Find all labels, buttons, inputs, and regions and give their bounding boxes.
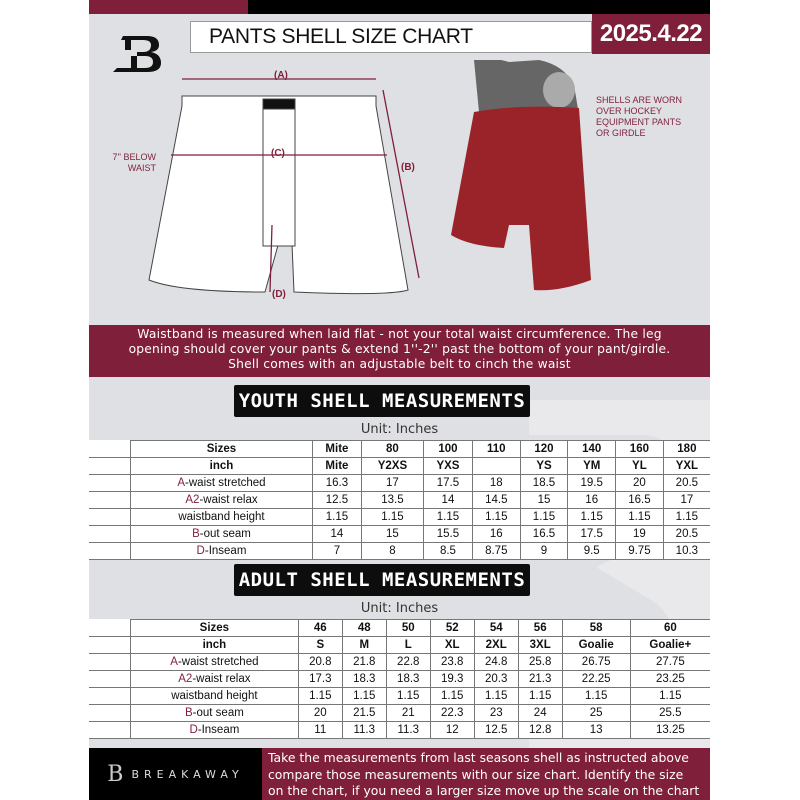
- measurement-code: D: [196, 545, 205, 557]
- table-row: [89, 492, 710, 509]
- table-cell: 20.5: [663, 526, 710, 543]
- table-cell: 140: [568, 441, 616, 458]
- label-c: (C): [271, 148, 285, 159]
- table-cell: 1.15: [361, 509, 423, 526]
- table-cell: 1.15: [386, 688, 430, 705]
- table-cell: 21.3: [518, 671, 562, 688]
- table-cell: 18.3: [342, 671, 386, 688]
- row-label: [131, 688, 299, 705]
- adult-size-table: [89, 619, 710, 739]
- table-cell: 18.3: [386, 671, 430, 688]
- table-cell: 17: [361, 475, 423, 492]
- adult-section-title: ADULT SHELL MEASUREMENTS: [234, 564, 530, 596]
- row-spacer: [89, 458, 131, 475]
- table-cell: 1.15: [520, 509, 568, 526]
- measurement-name: -Inseam: [197, 724, 240, 736]
- table-cell: 1.15: [568, 509, 616, 526]
- table-row: [89, 705, 710, 722]
- brand-logo-icon: B: [107, 761, 124, 787]
- table-cell: 120: [520, 441, 568, 458]
- page-title: PANTS SHELL SIZE CHART: [190, 21, 592, 53]
- youth-unit: Unit: Inches: [360, 422, 439, 437]
- table-cell: 160: [616, 441, 664, 458]
- table-cell: 21.5: [342, 705, 386, 722]
- table-cell: 110: [472, 441, 520, 458]
- table-cell: 16.5: [616, 492, 664, 509]
- table-row: [89, 620, 710, 637]
- row-spacer: [89, 722, 131, 739]
- table-cell: 1.15: [518, 688, 562, 705]
- table-cell: 17.3: [298, 671, 342, 688]
- table-cell: 1.15: [663, 509, 710, 526]
- row-spacer: [89, 509, 131, 526]
- measurement-name: -out seam: [192, 707, 244, 719]
- measurement-name: inch: [202, 639, 227, 651]
- table-cell: 26.75: [562, 654, 630, 671]
- table-cell: 20.3: [474, 671, 518, 688]
- table-cell: 16.5: [520, 526, 568, 543]
- table-cell: 52: [430, 620, 474, 637]
- table-cell: 19.3: [430, 671, 474, 688]
- table-cell: 19: [616, 526, 664, 543]
- youth-section-title: YOUTH SHELL MEASUREMENTS: [234, 385, 530, 417]
- table-cell: 1.15: [474, 688, 518, 705]
- measurement-name: -waist relax: [192, 673, 251, 685]
- row-label: [131, 492, 313, 509]
- row-label: [131, 509, 313, 526]
- table-cell: 20: [298, 705, 342, 722]
- table-cell: 20.5: [663, 475, 710, 492]
- table-cell: YS: [520, 458, 568, 475]
- row-label: [131, 620, 299, 637]
- table-cell: 16.3: [312, 475, 361, 492]
- row-spacer: [89, 543, 131, 560]
- c-note: 7'' BELOW WAIST: [112, 152, 156, 173]
- table-cell: 1.15: [472, 509, 520, 526]
- table-cell: 1.15: [630, 688, 710, 705]
- table-cell: Mite: [312, 458, 361, 475]
- measurement-code: D: [189, 724, 198, 736]
- table-cell: 13: [562, 722, 630, 739]
- table-cell: 13.25: [630, 722, 710, 739]
- table-cell: YXS: [423, 458, 472, 475]
- row-spacer: [89, 475, 131, 492]
- measurement-name: -Inseam: [204, 545, 247, 557]
- table-row: [89, 671, 710, 688]
- table-row: [89, 543, 710, 560]
- table-cell: 46: [298, 620, 342, 637]
- measurement-name: -waist relax: [199, 494, 258, 506]
- top-bar: [248, 0, 710, 14]
- table-cell: 180: [663, 441, 710, 458]
- table-cell: 12.5: [474, 722, 518, 739]
- row-spacer: [89, 705, 131, 722]
- table-cell: 22.8: [386, 654, 430, 671]
- table-cell: 3XL: [518, 637, 562, 654]
- row-spacer: [89, 671, 131, 688]
- table-cell: 17.5: [568, 526, 616, 543]
- measurement-name: Sizes: [206, 443, 237, 455]
- table-cell: 10.3: [663, 543, 710, 560]
- row-label: [131, 722, 299, 739]
- row-label: [131, 526, 313, 543]
- row-spacer: [89, 620, 131, 637]
- table-cell: 15.5: [423, 526, 472, 543]
- table-cell: 14: [423, 492, 472, 509]
- measurement-name: waistband height: [178, 511, 265, 523]
- table-cell: 27.75: [630, 654, 710, 671]
- table-cell: 80: [361, 441, 423, 458]
- red-pants-photo: [451, 60, 591, 290]
- table-cell: 25.8: [518, 654, 562, 671]
- row-label: [131, 705, 299, 722]
- measurement-name: -waist stretched: [177, 656, 259, 668]
- table-row: [89, 475, 710, 492]
- label-d: (D): [272, 289, 286, 300]
- size-chart-page: [89, 0, 710, 800]
- table-cell: 60: [630, 620, 710, 637]
- measurement-code: B: [184, 707, 193, 719]
- row-spacer: [89, 688, 131, 705]
- table-cell: 15: [520, 492, 568, 509]
- measurement-notice: Waistband is measured when laid flat - not your total waist circumference. The leg opening should cover your pants & extend 1''-2'' past the bottom of your pant/girdle. Shell comes with an adjustable belt to cinch the waist: [89, 325, 710, 377]
- table-cell: 11.3: [342, 722, 386, 739]
- table-cell: 15: [361, 526, 423, 543]
- table-cell: 14: [312, 526, 361, 543]
- measurement-code: B: [192, 528, 200, 540]
- table-cell: 23: [474, 705, 518, 722]
- date-badge: 2025.4.22: [592, 14, 710, 54]
- label-b: (B): [401, 162, 415, 173]
- table-cell: [472, 458, 520, 475]
- table-cell: 16: [568, 492, 616, 509]
- table-cell: 54: [474, 620, 518, 637]
- table-cell: 21: [386, 705, 430, 722]
- table-cell: 12.8: [518, 722, 562, 739]
- table-cell: 1.15: [423, 509, 472, 526]
- table-cell: 11.3: [386, 722, 430, 739]
- table-cell: 8: [361, 543, 423, 560]
- measurement-name: Sizes: [199, 622, 230, 634]
- table-cell: 24: [518, 705, 562, 722]
- table-cell: 25.5: [630, 705, 710, 722]
- top-bar-accent: [89, 0, 248, 14]
- table-cell: YXL: [663, 458, 710, 475]
- table-cell: L: [386, 637, 430, 654]
- label-a: (A): [274, 70, 288, 81]
- worn-note: SHELLS ARE WORN OVER HOCKEY EQUIPMENT PANTS OR GIRDLE: [596, 95, 683, 138]
- table-cell: 23.8: [430, 654, 474, 671]
- table-cell: 1.15: [342, 688, 386, 705]
- table-cell: 2XL: [474, 637, 518, 654]
- table-cell: Goalie: [562, 637, 630, 654]
- table-cell: S: [298, 637, 342, 654]
- row-label: [131, 458, 313, 475]
- table-row: [89, 722, 710, 739]
- table-cell: Y2XS: [361, 458, 423, 475]
- table-cell: 18: [472, 475, 520, 492]
- row-spacer: [89, 492, 131, 509]
- table-cell: 17: [663, 492, 710, 509]
- table-cell: 12: [430, 722, 474, 739]
- table-cell: 25: [562, 705, 630, 722]
- measurement-name: -out seam: [199, 528, 251, 540]
- row-spacer: [89, 441, 131, 458]
- table-cell: Mite: [312, 441, 361, 458]
- table-cell: 9: [520, 543, 568, 560]
- table-cell: 56: [518, 620, 562, 637]
- table-cell: 11: [298, 722, 342, 739]
- measurement-code: A2: [178, 673, 193, 685]
- table-row: [89, 688, 710, 705]
- table-cell: 58: [562, 620, 630, 637]
- table-cell: 1.15: [616, 509, 664, 526]
- table-cell: 24.8: [474, 654, 518, 671]
- table-cell: 17.5: [423, 475, 472, 492]
- footer-brand: B BREAKAWAY: [89, 748, 262, 800]
- table-row: [89, 509, 710, 526]
- table-row: [89, 441, 710, 458]
- row-label: [131, 654, 299, 671]
- table-cell: 20.8: [298, 654, 342, 671]
- table-row: [89, 458, 710, 475]
- table-cell: 1.15: [562, 688, 630, 705]
- table-row: [89, 654, 710, 671]
- row-spacer: [89, 654, 131, 671]
- row-spacer: [89, 526, 131, 543]
- table-cell: Goalie+: [630, 637, 710, 654]
- table-cell: 9.75: [616, 543, 664, 560]
- table-cell: 20: [616, 475, 664, 492]
- table-cell: 13.5: [361, 492, 423, 509]
- measurement-name: -waist stretched: [185, 477, 266, 489]
- measurement-name: inch: [209, 460, 234, 472]
- youth-size-table: [89, 440, 710, 560]
- table-cell: 23.25: [630, 671, 710, 688]
- table-cell: 21.8: [342, 654, 386, 671]
- footer-instructions: Take the measurements from last seasons shell as instructed above compare those measurements with our size chart. Identify the size on the chart, if you need a larger size move up the scale on the chart: [262, 748, 710, 800]
- table-cell: 48: [342, 620, 386, 637]
- table-cell: 8.5: [423, 543, 472, 560]
- measurement-code: A: [177, 477, 186, 489]
- measurement-code: A: [170, 656, 178, 668]
- table-cell: 1.15: [298, 688, 342, 705]
- table-cell: 14.5: [472, 492, 520, 509]
- row-label: [131, 637, 299, 654]
- table-cell: 100: [423, 441, 472, 458]
- table-cell: YL: [616, 458, 664, 475]
- row-spacer: [89, 637, 131, 654]
- row-label: [131, 543, 313, 560]
- table-cell: YM: [568, 458, 616, 475]
- table-cell: XL: [430, 637, 474, 654]
- table-cell: 8.75: [472, 543, 520, 560]
- pants-outline: [149, 96, 408, 294]
- row-label: [131, 441, 313, 458]
- table-cell: M: [342, 637, 386, 654]
- table-cell: 22.25: [562, 671, 630, 688]
- table-cell: 9.5: [568, 543, 616, 560]
- adult-unit: Unit: Inches: [360, 601, 439, 616]
- table-cell: 12.5: [312, 492, 361, 509]
- table-row: [89, 526, 710, 543]
- table-row: [89, 637, 710, 654]
- table-cell: 18.5: [520, 475, 568, 492]
- row-label: [131, 671, 299, 688]
- table-cell: 16: [472, 526, 520, 543]
- row-label: [131, 475, 313, 492]
- table-cell: 1.15: [312, 509, 361, 526]
- table-cell: 22.3: [430, 705, 474, 722]
- measurement-code: A2: [185, 494, 200, 506]
- table-cell: 7: [312, 543, 361, 560]
- measurement-name: waistband height: [171, 690, 258, 702]
- table-cell: 1.15: [430, 688, 474, 705]
- table-cell: 19.5: [568, 475, 616, 492]
- table-cell: 50: [386, 620, 430, 637]
